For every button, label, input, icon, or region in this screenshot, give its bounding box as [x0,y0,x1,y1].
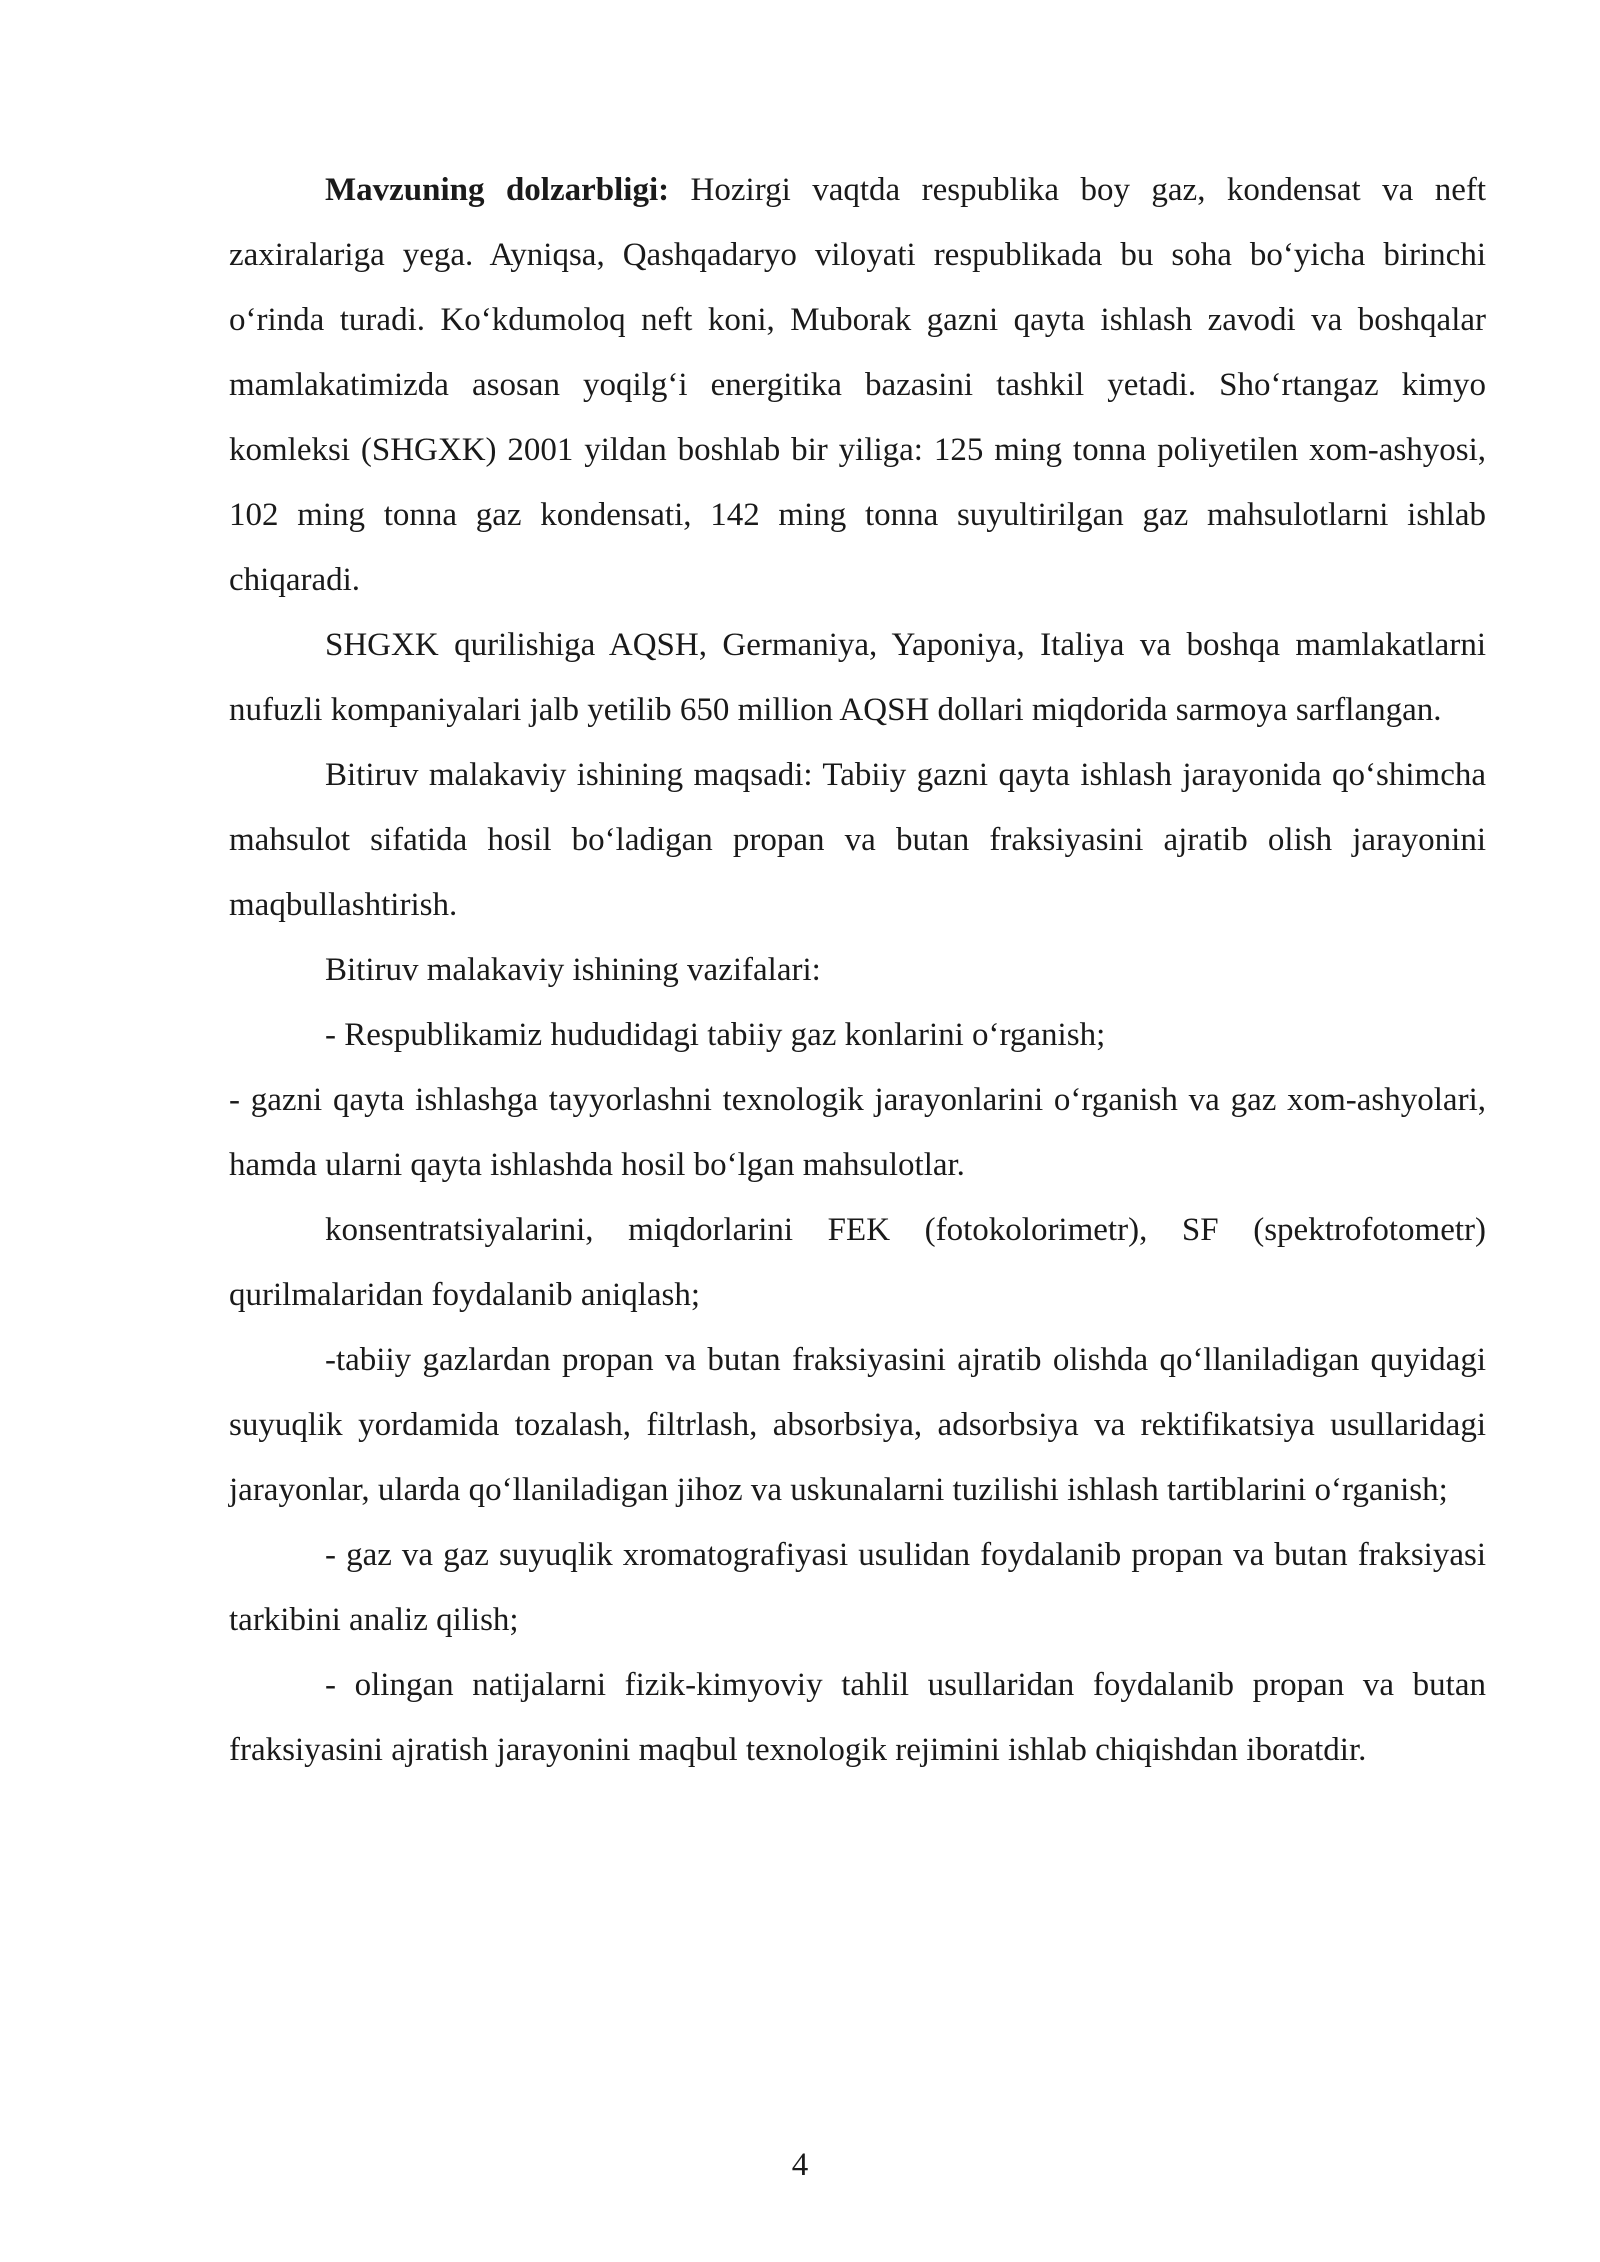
page-number: 4 [791,2147,809,2183]
paragraph-tasks-heading: Bitiruv malakaviy ishining vazifalari: [325,952,821,988]
list-item-task: - Respublikamiz hududidagi tabiiy gaz konlarini o‘rganish; [325,1017,1106,1053]
list-item-task: - olingan natijalarni fizik-kimyoviy tahlil usullaridan foydalanib propan va butan fraksiyasini ajratish jarayonini maqbul texnologik rejimini ishlab chiqishdan iboratdir. [229,1667,1486,1768]
list-item-task: - gazni qayta ishlashga tayyorlashni texnologik jarayonlarini o‘rganish va gaz xom-ashyolari, hamda ularni qayta ishlashda hosil bo‘lgan mahsulotlar. [229,1082,1486,1183]
paragraph-relevance [229,158,1486,613]
paragraph-text: Hozirgi vaqtda respublika boy gaz, kondensat va neft zaxiralariga yega. Ayniqsa, Qashqadaryo viloyati respublikada bu soha bo‘yicha birinchi o‘rinda turadi. Ko‘kdumoloq neft koni, Muborak gazni qayta ishlash zavodi va boshqalar mamlakatimizda asosan yoqilg‘i energitika bazasini tashkil yetadi. Sho‘rtangaz kimyo komleksi (SHGXK) 2001 yildan boshlab bir yiliga: 125 ming tonna poliyetilen xom-ashyosi, 102 ming tonna gaz kondensati, 142 ming tonna suyultirilgan gaz mahsulotlarni ishlab chiqaradi. [229,172,1487,598]
paragraph-lead-heading: Mavzuning dolzarbligi: [325,172,670,208]
paragraph-goal: Bitiruv malakaviy ishining maqsadi: Tabiiy gazni qayta ishlash jarayonida qo‘shimcha mahsulot sifatida hosil bo‘ladigan propan va butan fraksiyasini ajratib olish jarayonini maqbullashtirish. [229,757,1486,923]
list-item-task-continuation: konsentratsiyalarini, miqdorlarini FEK (fotokolorimetr), SF (spektrofotometr) qurilmalaridan foydalanib aniqlash; [229,1212,1486,1313]
list-item-task: - gaz va gaz suyuqlik xromatografiyasi usulidan foydalanib propan va butan fraksiyasi tarkibini analiz qilish; [229,1537,1486,1638]
list-item-task: -tabiiy gazlardan propan va butan fraksiyasini ajratib olishda qo‘llaniladigan quyidagi suyuqlik yordamida tozalash, filtrlash, absorbsiya, adsorbsiya va rektifikatsiya usullaridagi jarayonlar, ularda qo‘llaniladigan jihoz va uskunalarni tuzilishi ishlash tartiblarini o‘rganish; [229,1342,1486,1508]
document-body [229,158,1486,1783]
paragraph-investment: SHGXK qurilishiga AQSH, Germaniya, Yaponiya, Italiya va boshqa mamlakatlarni nufuzli kompaniyalari jalb yetilib 650 million AQSH dollari miqdorida sarmoya sarflangan. [229,627,1486,728]
